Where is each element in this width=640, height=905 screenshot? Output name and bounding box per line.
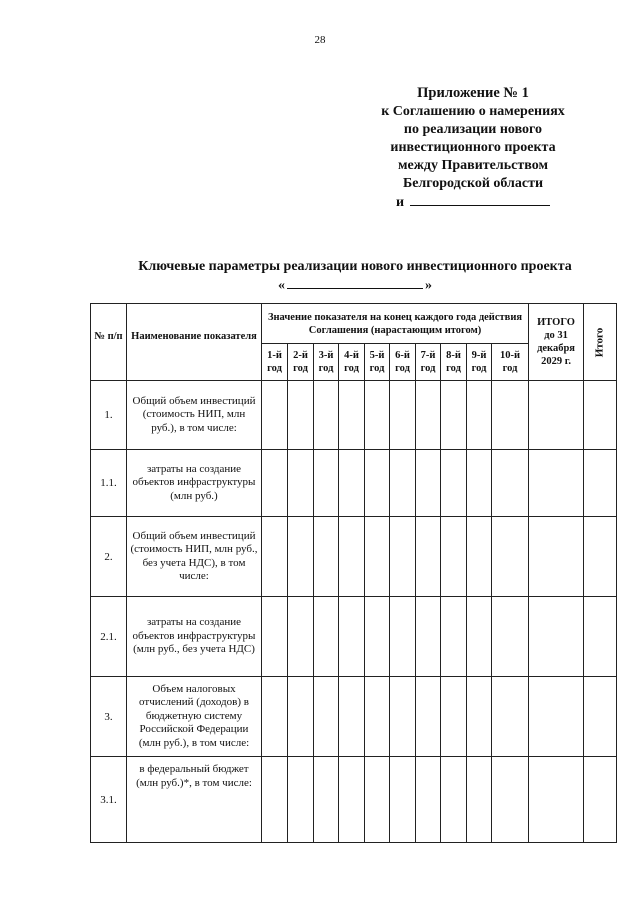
table-row bbox=[91, 757, 617, 843]
appendix-line: по реализации нового bbox=[403, 122, 543, 137]
value-cell bbox=[584, 597, 617, 677]
value-cell bbox=[416, 517, 441, 597]
party-blank-line bbox=[410, 193, 550, 206]
value-cell bbox=[584, 517, 617, 597]
value-cell bbox=[339, 381, 365, 450]
column-header-year: 3-й год bbox=[314, 344, 339, 381]
value-cell bbox=[262, 381, 288, 450]
value-cell bbox=[365, 757, 390, 843]
column-header-number: № п/п bbox=[91, 304, 127, 381]
row-number: 3. bbox=[91, 677, 127, 757]
value-cell bbox=[529, 450, 584, 517]
value-cell bbox=[441, 450, 467, 517]
value-cell bbox=[314, 381, 339, 450]
appendix-line: Приложение № 1 bbox=[417, 85, 529, 101]
value-cell bbox=[365, 677, 390, 757]
column-header-year: 10-й год bbox=[492, 344, 529, 381]
value-cell bbox=[339, 677, 365, 757]
column-header-year: 9-й год bbox=[467, 344, 492, 381]
value-cell bbox=[441, 381, 467, 450]
table-row bbox=[91, 517, 617, 597]
value-cell bbox=[529, 381, 584, 450]
row-indicator-name: затраты на создание объектов инфраструктуры (млн руб., без учета НДС) bbox=[127, 597, 262, 677]
value-cell bbox=[467, 757, 492, 843]
value-cell bbox=[314, 597, 339, 677]
value-cell bbox=[262, 450, 288, 517]
value-cell bbox=[492, 517, 529, 597]
close-quote: » bbox=[425, 278, 432, 293]
value-cell bbox=[339, 757, 365, 843]
column-header-total-2029: ИТОГО до 31 декабря 2029 г. bbox=[529, 304, 584, 381]
value-cell bbox=[288, 757, 314, 843]
row-indicator-name: Общий объем инвестиций (стоимость НИП, млн руб.), в том числе: bbox=[127, 381, 262, 450]
value-cell bbox=[288, 381, 314, 450]
value-cell bbox=[390, 517, 416, 597]
value-cell bbox=[492, 677, 529, 757]
appendix-heading bbox=[360, 84, 586, 212]
column-header-year: 1-й год bbox=[262, 344, 288, 381]
value-cell bbox=[467, 381, 492, 450]
row-number: 3.1. bbox=[91, 757, 127, 843]
value-cell bbox=[262, 517, 288, 597]
value-cell bbox=[492, 381, 529, 450]
column-header-year: 7-й год bbox=[416, 344, 441, 381]
row-number: 1.1. bbox=[91, 450, 127, 517]
value-cell bbox=[339, 450, 365, 517]
column-header-year: 8-й год bbox=[441, 344, 467, 381]
appendix-line: инвестиционного проекта bbox=[390, 140, 556, 155]
row-indicator-name: Общий объем инвестиций (стоимость НИП, млн руб., без учета НДС), в том числе: bbox=[127, 517, 262, 597]
project-name-line bbox=[0, 276, 640, 294]
appendix-party-line bbox=[360, 193, 586, 212]
value-cell bbox=[390, 597, 416, 677]
value-cell bbox=[365, 381, 390, 450]
value-cell bbox=[492, 757, 529, 843]
value-cell bbox=[262, 757, 288, 843]
value-cell bbox=[365, 517, 390, 597]
row-number: 2.1. bbox=[91, 597, 127, 677]
value-cell bbox=[492, 450, 529, 517]
parameters-table bbox=[90, 303, 617, 843]
value-cell bbox=[441, 757, 467, 843]
value-cell bbox=[288, 597, 314, 677]
project-name-blank bbox=[287, 276, 423, 289]
value-cell bbox=[288, 517, 314, 597]
value-cell bbox=[314, 450, 339, 517]
value-cell bbox=[584, 757, 617, 843]
value-cell bbox=[339, 597, 365, 677]
value-cell bbox=[467, 450, 492, 517]
total-header-label: Итого bbox=[593, 327, 606, 357]
row-number: 1. bbox=[91, 381, 127, 450]
value-cell bbox=[314, 757, 339, 843]
column-header-year: 6-й год bbox=[390, 344, 416, 381]
value-cell bbox=[339, 517, 365, 597]
row-number: 2. bbox=[91, 517, 127, 597]
open-quote: « bbox=[278, 278, 285, 293]
value-cell bbox=[390, 381, 416, 450]
value-cell bbox=[467, 677, 492, 757]
value-cell bbox=[416, 597, 441, 677]
value-cell bbox=[416, 677, 441, 757]
value-cell bbox=[262, 677, 288, 757]
table-row bbox=[91, 677, 617, 757]
value-cell bbox=[390, 757, 416, 843]
column-header-year: 5-й год bbox=[365, 344, 390, 381]
value-cell bbox=[529, 757, 584, 843]
appendix-line: к Соглашению о намерениях bbox=[381, 104, 565, 119]
value-cell bbox=[467, 517, 492, 597]
value-cell bbox=[390, 450, 416, 517]
value-cell bbox=[529, 597, 584, 677]
value-cell bbox=[441, 517, 467, 597]
appendix-line: Белгородской области bbox=[402, 176, 544, 191]
value-cell bbox=[529, 517, 584, 597]
value-cell bbox=[288, 677, 314, 757]
value-cell bbox=[529, 677, 584, 757]
table-row bbox=[91, 450, 617, 517]
value-cell bbox=[467, 597, 492, 677]
value-cell bbox=[416, 450, 441, 517]
value-cell bbox=[492, 597, 529, 677]
value-cell bbox=[365, 450, 390, 517]
value-cell bbox=[314, 677, 339, 757]
column-header-year-group: Значение показателя на конец каждого года действия Соглашения (нарастающим итогом) bbox=[262, 304, 529, 344]
appendix-line: между Правительством bbox=[398, 158, 548, 173]
document-title: Ключевые параметры реализации нового инвестиционного проекта bbox=[138, 259, 572, 274]
column-header-year: 4-й год bbox=[339, 344, 365, 381]
column-header-name: Наименование показателя bbox=[127, 304, 262, 381]
row-indicator-name: Объем налоговых отчислений (доходов) в бюджетную систему Российской Федерации (млн руб.), в том числе: bbox=[127, 677, 262, 757]
appendix-conjunction: и bbox=[395, 195, 405, 210]
value-cell bbox=[314, 517, 339, 597]
value-cell bbox=[441, 677, 467, 757]
value-cell bbox=[584, 677, 617, 757]
table-row bbox=[91, 597, 617, 677]
value-cell bbox=[416, 381, 441, 450]
table-row bbox=[91, 381, 617, 450]
column-header-total bbox=[584, 304, 617, 381]
value-cell bbox=[262, 597, 288, 677]
value-cell bbox=[441, 597, 467, 677]
value-cell bbox=[584, 450, 617, 517]
column-header-year: 2-й год bbox=[288, 344, 314, 381]
page-number: 28 bbox=[314, 34, 326, 46]
value-cell bbox=[584, 381, 617, 450]
value-cell bbox=[390, 677, 416, 757]
value-cell bbox=[416, 757, 441, 843]
value-cell bbox=[365, 597, 390, 677]
row-indicator-name: затраты на создание объектов инфраструктуры (млн руб.) bbox=[127, 450, 262, 517]
value-cell bbox=[288, 450, 314, 517]
row-indicator-name: в федеральный бюджет (млн руб.)*, в том числе: bbox=[127, 757, 262, 843]
